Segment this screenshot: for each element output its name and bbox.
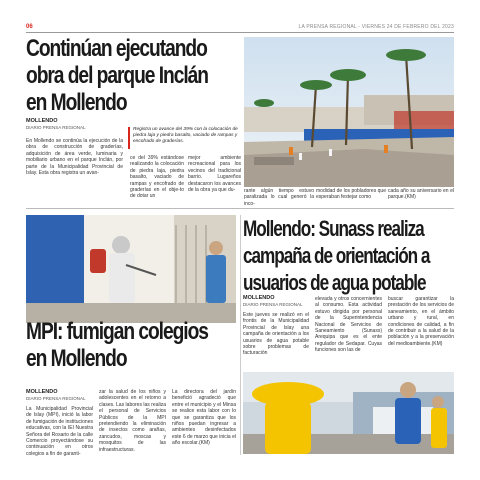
story2-headline	[243, 215, 477, 296]
section-divider	[26, 208, 454, 209]
story3-headline-line: en Mollendo	[26, 345, 127, 372]
story2-col-1: Este jueves se realizó en el frontis de la Municipalidad Provincial de Islay una campaña de orientación a los usuarios de agua potable sobre problemas de facturación	[243, 312, 309, 357]
story2-source: DIARIO PRENSA REGIONAL	[243, 302, 303, 307]
fumigation-photo	[26, 215, 236, 323]
story3-col-3: La directora del jardín benefició agradeció que entre el municipio y el Minsa se realice esta labor con lo que se garantiza que los niños puedan ingresar a ambientes desinfectados este 6 de marzo que inicia el año escolar.(KM)	[172, 389, 236, 447]
story2-col-3: buscar garantizar la prestación de los servicios de saneamiento, en el ámbito urbano y rural, en condiciones de calidad, a fin de contribuir a la salud de la población y a la preservación del medioambiente.(KM)	[388, 296, 454, 347]
park-construction-photo	[244, 37, 454, 187]
story2-headline-line: Mollendo: Sunass realiza	[243, 216, 424, 241]
story1-col-4: rante algún tiempo estuvo paralizada lo cual generó la inco-	[244, 188, 314, 207]
running-head: LA PRENSA REGIONAL - VIERNES 24 DE FEBRERO DEL 2023	[298, 24, 454, 30]
top-rule	[26, 32, 454, 33]
story1-col-2: ce del 39% estándose realizando la colocación de piedra laja, piedra basalto, vaciado de rampas y encofrado de graderías en el obje-to de dotar un	[130, 155, 184, 200]
column-divider	[240, 215, 241, 455]
story3-headline	[26, 318, 242, 372]
sunass-campaign-photo	[243, 372, 454, 454]
story1-col-5: modidad de los pobladores que esperaban festejar como	[316, 188, 386, 201]
story1-photo-caption: Registra un avance del 39% con la colocación de piedra laja y piedra basalto, vaciado de rampas y encofrado de graderías.	[133, 127, 238, 144]
story1-headline	[26, 35, 242, 116]
story3-location: MOLLENDO	[26, 389, 58, 395]
story1-headline-line: Continúan ejecutando	[26, 35, 207, 62]
story3-headline-line: MPI: fumigan colegios	[26, 318, 208, 345]
story2-location: MOLLENDO	[243, 295, 275, 301]
story1-col-6: cada año su aniversario en el parque.(KM)	[388, 188, 454, 201]
story1-location: MOLLENDO	[26, 118, 58, 124]
story1-col-1: En Mollendo se continúa la ejecución de la obra de construcción de graderías, adquisición de área verde, luminaria y mobiliario urbano en el parque Inclán, por parte de la Municipalidad Provincial de Islay. Esta obra registra un avan-	[26, 138, 123, 177]
story3-col-2: zar la salud de los niños y adolescentes en el retorno a clases. Las labores las realiza el personal de Servicios Públicos de la MPI pretendiendo la eliminación de insectos como arañas, zancudos, moscas y mosquitos de las infraestructuras.	[99, 389, 166, 453]
story2-headline-line: campaña de orientación a	[243, 243, 430, 268]
story1-headline-line: obra del parque Inclán	[26, 62, 208, 89]
story2-headline-line: usuarios de agua potable	[243, 270, 426, 295]
story3-col-1: La Municipalidad Provincial de Islay (MPI), inició la labor de fumigación de instituciones educativas, con la IEI Nuestra Señora del Rosario de la calle Comercio proyectándose su continuación en otros colegios a fin de garanti-	[26, 406, 93, 457]
story1-col-3: mejor ambiente recreacional para los vecinos del tradicional barrio. Lugareños destacaron los avances de la obra ya que du-	[188, 155, 241, 194]
page-number: 06	[26, 24, 33, 30]
story2-col-2: elevada y otros concernientes al consumo. Esta actividad estuvo dirigida por personal de la Superintendencia Nacional de Servicios de Saneamiento (Sunass) Arequipa que es el ente regulador de Sedapar. Cuyas funciones son las de	[315, 296, 382, 354]
story3-source: DIARIO PRENSA REGIONAL	[26, 396, 86, 401]
caption-accent-bar	[128, 127, 130, 149]
story1-source: DIARIO PRENSA REGIONAL	[26, 125, 86, 130]
story1-headline-line: en Mollendo	[26, 89, 127, 116]
